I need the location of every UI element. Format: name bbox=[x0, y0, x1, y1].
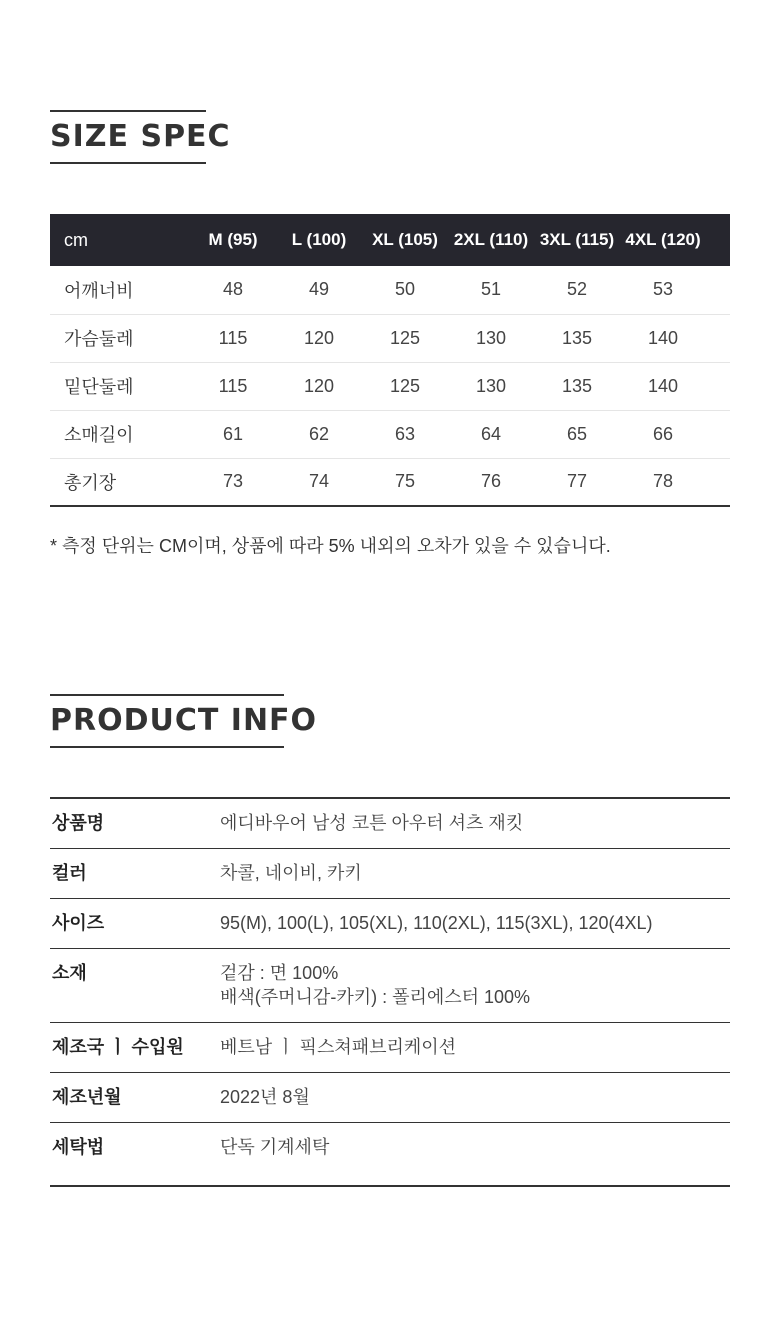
info-key: 컬러 bbox=[52, 863, 87, 883]
table-row bbox=[50, 410, 730, 458]
table-cell: 75 bbox=[394, 471, 416, 492]
info-row-origin-importer bbox=[50, 1023, 730, 1073]
table-cell-spacer bbox=[706, 314, 730, 362]
table-cell: 77 bbox=[566, 471, 588, 492]
info-value-line: 95(M), 100(L), 105(XL), 110(2XL), 115(3XL), 120(4XL) bbox=[220, 913, 653, 933]
table-row bbox=[50, 458, 730, 506]
table-cell: 78 bbox=[652, 471, 674, 492]
table-cell: 63 bbox=[394, 423, 416, 444]
info-key: 제조년월 bbox=[52, 1087, 122, 1107]
table-cell: 120 bbox=[303, 327, 335, 348]
info-value-line: 단독 기계세탁 bbox=[220, 1137, 330, 1157]
info-value-line: 2022년 8월 bbox=[220, 1087, 310, 1107]
table-cell-spacer bbox=[706, 266, 730, 314]
info-value bbox=[220, 849, 730, 899]
info-key: 사이즈 bbox=[52, 913, 105, 933]
table-row bbox=[50, 314, 730, 362]
info-row-washing bbox=[50, 1123, 730, 1187]
size-header-spacer bbox=[706, 214, 730, 266]
measurement-note: * 측정 단위는 CM이며, 상품에 따라 5% 내외의 오차가 있을 수 있습니다. bbox=[50, 536, 611, 556]
product-info-title: PRODUCT INFO bbox=[50, 694, 284, 748]
table-cell: 140 bbox=[647, 375, 679, 396]
info-key: 소재 bbox=[52, 963, 87, 983]
table-cell: 61 bbox=[222, 423, 244, 444]
info-row-manufacture-date bbox=[50, 1073, 730, 1123]
row-label: 밑단둘레 bbox=[64, 377, 134, 397]
table-cell: 73 bbox=[222, 471, 244, 492]
size-header-xl: XL (105) bbox=[372, 230, 438, 249]
table-cell: 65 bbox=[566, 423, 588, 444]
info-key: 제조국 ㅣ 수입원 bbox=[52, 1037, 184, 1057]
table-cell-spacer bbox=[706, 458, 730, 506]
info-row-material bbox=[50, 949, 730, 1023]
info-value bbox=[220, 1073, 730, 1123]
table-cell: 48 bbox=[222, 279, 244, 300]
table-row bbox=[50, 362, 730, 410]
table-cell-spacer bbox=[706, 362, 730, 410]
product-info-table bbox=[50, 797, 730, 1187]
size-header-unit: cm bbox=[64, 229, 88, 250]
table-cell: 52 bbox=[566, 279, 588, 300]
table-cell: 53 bbox=[652, 279, 674, 300]
info-row-size bbox=[50, 899, 730, 949]
table-cell: 125 bbox=[389, 375, 421, 396]
table-cell: 62 bbox=[308, 423, 330, 444]
size-spec-title: SIZE SPEC bbox=[50, 110, 206, 164]
info-value bbox=[220, 949, 730, 1023]
table-cell: 115 bbox=[218, 375, 248, 396]
info-key: 상품명 bbox=[52, 813, 105, 833]
info-value bbox=[220, 899, 730, 949]
info-row-product-name bbox=[50, 798, 730, 849]
info-value bbox=[220, 1023, 730, 1073]
info-key: 세탁법 bbox=[52, 1137, 105, 1157]
table-cell: 51 bbox=[480, 279, 502, 300]
info-value bbox=[220, 1123, 730, 1187]
table-cell: 135 bbox=[561, 375, 593, 396]
table-cell: 140 bbox=[647, 327, 679, 348]
row-label: 어깨너비 bbox=[64, 280, 134, 301]
table-cell: 66 bbox=[652, 423, 674, 444]
table-cell: 130 bbox=[475, 327, 507, 348]
info-value-line: 차콜, 네이비, 카키 bbox=[220, 863, 362, 883]
size-header-l: L (100) bbox=[291, 230, 347, 249]
info-value-line: 겉감 : 면 100% bbox=[220, 963, 339, 983]
table-cell-spacer bbox=[706, 410, 730, 458]
row-label: 총기장 bbox=[64, 472, 117, 493]
table-cell: 115 bbox=[218, 327, 248, 348]
info-value bbox=[220, 798, 730, 849]
size-header-m: M (95) bbox=[208, 230, 258, 249]
table-row bbox=[50, 266, 730, 314]
size-spec-header-row bbox=[50, 214, 730, 266]
info-value-line: 배색(주머니감-카키) : 폴리에스터 100% bbox=[220, 987, 531, 1007]
row-label: 가슴둘레 bbox=[64, 329, 134, 349]
table-cell: 120 bbox=[303, 375, 335, 396]
table-cell: 135 bbox=[561, 327, 593, 348]
table-cell: 64 bbox=[480, 423, 502, 444]
info-row-color bbox=[50, 849, 730, 899]
table-cell: 50 bbox=[394, 279, 416, 300]
table-cell: 76 bbox=[480, 471, 502, 492]
size-spec-table bbox=[50, 214, 730, 507]
info-value-line: 베트남 ㅣ 픽스쳐패브리케이션 bbox=[220, 1037, 457, 1057]
table-cell: 74 bbox=[308, 471, 330, 492]
size-header-3xl: 3XL (115) bbox=[539, 230, 615, 249]
table-cell: 49 bbox=[308, 279, 330, 300]
size-header-2xl: 2XL (110) bbox=[453, 230, 529, 249]
table-cell: 130 bbox=[475, 375, 507, 396]
table-cell: 125 bbox=[389, 327, 421, 348]
info-value-line: 에디바우어 남성 코튼 아우터 셔츠 재킷 bbox=[220, 813, 524, 833]
size-header-4xl: 4XL (120) bbox=[625, 230, 701, 249]
row-label: 소매길이 bbox=[64, 425, 134, 445]
